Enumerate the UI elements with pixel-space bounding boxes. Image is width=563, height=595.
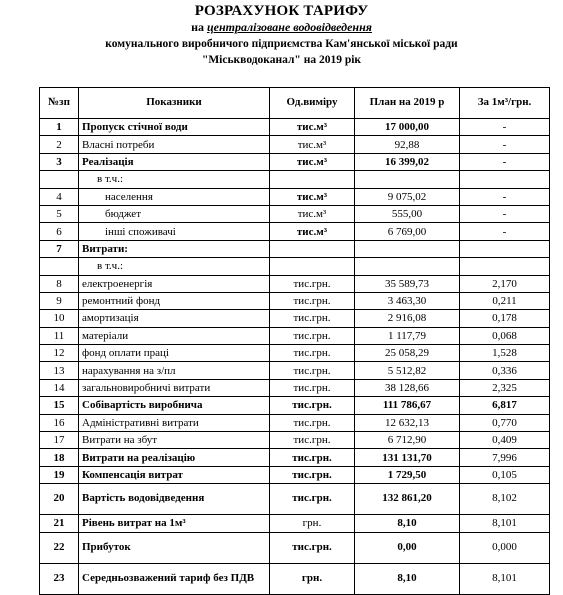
row-number: 13 [40,362,79,379]
row-per-m3-value: 1,528 [460,345,550,362]
row-per-m3-value: 8,101 [460,563,550,594]
row-indicator: Середньозважений тариф без ПДВ [79,563,270,594]
row-per-m3-value: 0,336 [460,362,550,379]
table-body [40,119,550,595]
table-header-row [40,88,550,119]
row-per-m3-value: 0,105 [460,466,550,483]
table-row [40,432,550,449]
table-row [40,414,550,431]
row-plan-value: 8,10 [355,515,460,532]
row-plan-value: 38 128,66 [355,379,460,396]
table-row [40,397,550,414]
row-per-m3-value: 0,068 [460,327,550,344]
row-plan-value: 0,00 [355,532,460,563]
tariff-table [39,87,550,595]
row-plan-value: 3 463,30 [355,292,460,309]
service-name: централізоване водовідведення [206,20,372,35]
row-indicator: ремонтний фонд [79,292,270,309]
row-unit: тис.грн. [270,449,355,466]
row-number [40,258,79,275]
row-indicator: бюджет [79,205,270,222]
row-plan-value: 131 131,70 [355,449,460,466]
row-unit: тис.грн. [270,379,355,396]
row-number: 11 [40,327,79,344]
row-number: 22 [40,532,79,563]
row-per-m3-value: 2,170 [460,275,550,292]
row-number: 19 [40,466,79,483]
row-number: 3 [40,153,79,170]
col-header-num: №зп [40,88,79,119]
row-plan-value: 17 000,00 [355,119,460,136]
table-row [40,484,550,515]
row-unit: тис.грн. [270,327,355,344]
row-plan-value: 5 512,82 [355,362,460,379]
row-per-m3-value [460,258,550,275]
row-unit: тис.грн. [270,397,355,414]
row-per-m3-value: 0,178 [460,310,550,327]
table-row [40,223,550,240]
row-per-m3-value: 0,000 [460,532,550,563]
row-plan-value: 35 589,73 [355,275,460,292]
document-title: РОЗРАХУНОК ТАРИФУ [194,3,369,19]
row-unit: тис.грн. [270,345,355,362]
row-number: 4 [40,188,79,205]
row-plan-value: 555,00 [355,205,460,222]
row-plan-value: 12 632,13 [355,414,460,431]
row-per-m3-value: - [460,223,550,240]
table-row [40,327,550,344]
row-unit [270,258,355,275]
row-number: 7 [40,240,79,257]
row-number: 20 [40,484,79,515]
table-row [40,240,550,257]
row-plan-value: 1 729,50 [355,466,460,483]
col-header-indicator: Показники [79,88,270,119]
row-indicator: амортизація [79,310,270,327]
row-indicator: населення [79,188,270,205]
row-number: 2 [40,136,79,153]
row-plan-value: 6 712,90 [355,432,460,449]
row-plan-value [355,171,460,188]
row-indicator: Прибуток [79,532,270,563]
row-per-m3-value: 8,102 [460,484,550,515]
row-per-m3-value [460,240,550,257]
table-row [40,345,550,362]
row-plan-value: 16 399,02 [355,153,460,170]
row-indicator: Вартість водовідведення [79,484,270,515]
row-number: 10 [40,310,79,327]
row-number: 6 [40,223,79,240]
row-indicator: матеріали [79,327,270,344]
row-number: 23 [40,563,79,594]
row-number: 15 [40,397,79,414]
table-row [40,275,550,292]
row-per-m3-value: - [460,205,550,222]
row-number: 8 [40,275,79,292]
table-row [40,258,550,275]
row-number: 1 [40,119,79,136]
row-plan-value: 8,10 [355,563,460,594]
table-row [40,136,550,153]
row-unit [270,171,355,188]
row-unit: тис.м³ [270,188,355,205]
row-indicator: Адміністративні витрати [79,414,270,431]
table-row [40,563,550,594]
row-per-m3-value: - [460,153,550,170]
row-unit: тис.грн. [270,362,355,379]
row-number: 17 [40,432,79,449]
row-unit: тис.грн. [270,532,355,563]
row-number: 21 [40,515,79,532]
table-row [40,449,550,466]
table-row [40,119,550,136]
table-row [40,171,550,188]
col-header-per-m3: За 1м³/грн. [460,88,550,119]
row-indicator: Власні потреби [79,136,270,153]
table-row [40,532,550,563]
row-unit: тис.грн. [270,414,355,431]
row-per-m3-value: 6,817 [460,397,550,414]
row-plan-value [355,240,460,257]
row-plan-value: 2 916,08 [355,310,460,327]
row-plan-value [355,258,460,275]
row-unit: тис.грн. [270,466,355,483]
row-indicator: Пропуск стічної води [79,119,270,136]
row-number [40,171,79,188]
table-row [40,205,550,222]
row-indicator: фонд оплати праці [79,345,270,362]
row-per-m3-value: 0,770 [460,414,550,431]
row-unit: тис.м³ [270,153,355,170]
table-row [40,310,550,327]
row-per-m3-value: 0,211 [460,292,550,309]
row-indicator: Рівень витрат на 1м³ [79,515,270,532]
enterprise-line: комунального виробничого підприємства Кам'янської міської ради [105,38,458,51]
row-indicator: інші споживачі [79,223,270,240]
row-number: 14 [40,379,79,396]
row-unit: тис.м³ [270,205,355,222]
document-subtitle [0,21,563,35]
table-row [40,379,550,396]
row-number: 18 [40,449,79,466]
row-indicator: нарахування на з/пл [79,362,270,379]
table-row [40,153,550,170]
table-row [40,292,550,309]
row-per-m3-value: 7,996 [460,449,550,466]
row-number: 5 [40,205,79,222]
row-unit: тис.м³ [270,223,355,240]
row-number: 16 [40,414,79,431]
row-unit: грн. [270,515,355,532]
table-row [40,362,550,379]
row-per-m3-value: 8,101 [460,515,550,532]
row-indicator: електроенергія [79,275,270,292]
row-plan-value: 111 786,67 [355,397,460,414]
row-unit: тис.грн. [270,310,355,327]
table-row [40,466,550,483]
row-unit: тис.м³ [270,136,355,153]
row-unit: тис.м³ [270,119,355,136]
row-per-m3-value: - [460,136,550,153]
row-per-m3-value: - [460,188,550,205]
row-plan-value: 132 861,20 [355,484,460,515]
subtitle-prefix: на [191,20,204,35]
row-plan-value: 6 769,00 [355,223,460,240]
row-indicator: в т.ч.: [79,171,270,188]
row-unit [270,240,355,257]
row-number: 12 [40,345,79,362]
enterprise-name-year: "Міськводоканал" на 2019 рік [201,54,362,67]
table-row [40,188,550,205]
row-per-m3-value: - [460,119,550,136]
row-unit: тис.грн. [270,292,355,309]
row-plan-value: 9 075,02 [355,188,460,205]
row-plan-value: 25 058,29 [355,345,460,362]
row-indicator: Компенсація витрат [79,466,270,483]
row-unit: грн. [270,563,355,594]
row-per-m3-value [460,171,550,188]
row-plan-value: 92,88 [355,136,460,153]
col-header-plan: План на 2019 р [355,88,460,119]
row-unit: тис.грн. [270,432,355,449]
row-unit: тис.грн. [270,484,355,515]
document-header [0,3,563,67]
row-plan-value: 1 117,79 [355,327,460,344]
row-per-m3-value: 2,325 [460,379,550,396]
row-unit: тис.грн. [270,275,355,292]
col-header-unit: Од.виміру [270,88,355,119]
row-indicator: Витрати на реалізацію [79,449,270,466]
row-indicator: Витрати на збут [79,432,270,449]
row-indicator: в т.ч.: [79,258,270,275]
row-indicator: Собівартість виробнича [79,397,270,414]
row-indicator: Витрати: [79,240,270,257]
row-per-m3-value: 0,409 [460,432,550,449]
table-row [40,515,550,532]
row-number: 9 [40,292,79,309]
row-indicator: Реалізація [79,153,270,170]
row-indicator: загальновиробничі витрати [79,379,270,396]
